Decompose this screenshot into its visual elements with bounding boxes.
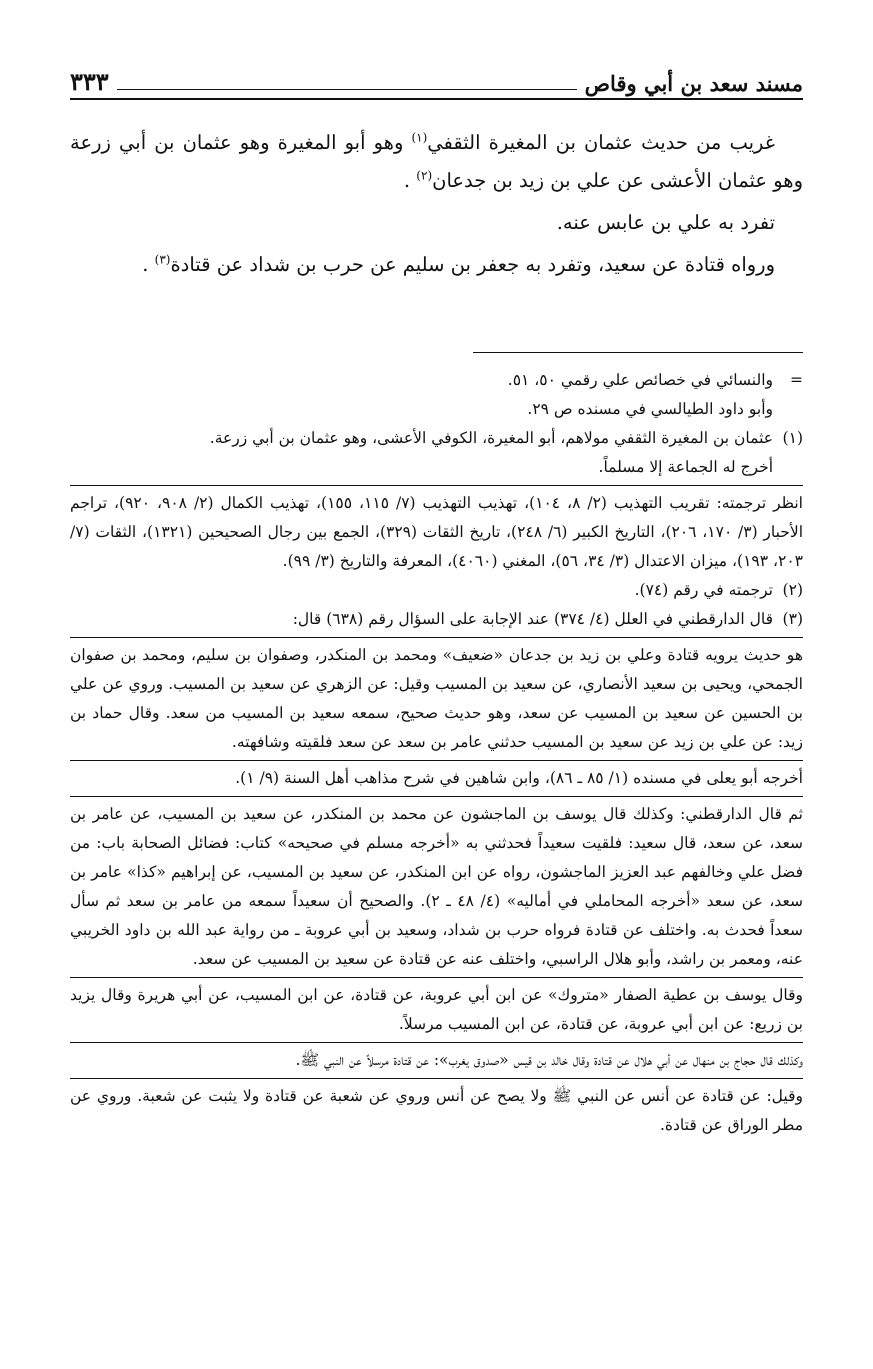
header-leader-line: [117, 88, 577, 90]
footnote-references: انظر ترجمته: تقريب التهذيب (٢/ ٨، ١٠٤)، تهذيب التهذيب (٧/ ١١٥، ١٥٥)، تهذيب الكمال (٢/ ٩٠٨، ٩٢٠)، تراجم الأحبار (٣/ ١٧٠، ٢٠٦)، التاريخ الكبير (٦/ ٢٤٨)، تاريخ الثقات (٣٢٩)، الجمع بين رجال الصحيحين (١٣٢١)، الثقات (٧/ ٢٠٣، ١٩٣)، ميزان الاعتدال (٣/ ٣٤، ٥٦)، المغني (٤٠٦٠)، المعرفة والتاريخ (٣/ ٩٩).: [70, 494, 804, 570]
footnote-marker: (٢): [782, 581, 803, 599]
footnote-quote: هو حديث يرويه قتادة وعلي بن زيد بن جدعان «ضعيف» ومحمد بن المنكدر، وصفوان بن سليم، ومحمد بن صفوان الجمحي، ويحيى بن سعيد الأنصاري، عن سعيد بن المسيب وقيل: عن الزهري عن سعيد بن المسيب. وروي عن علي بن الحسين عن سعيد بن المسيب عن سعد، وهو حديث صحيح، سمعه سعيد بن المسيب من سعد. وقال حماد بن زيد: عن علي بن زيد عن سعيد بن المسيب حدثني عامر بن سعد عن سعد فلقيته وشافهته.: [70, 646, 803, 751]
footnote-inner-rule: [70, 760, 803, 761]
footnote-inner-rule: [70, 485, 803, 486]
page-number: ٣٣٣: [70, 67, 109, 96]
footnote-ref[interactable]: (٣): [154, 252, 171, 267]
footnote-2: [70, 576, 803, 605]
main-paragraph: ورواه قتادة عن سعيد، وتفرد به جعفر بن سليم عن حرب بن شداد عن قتادة$^{(٣)}$ .: [142, 252, 775, 276]
main-text: [70, 124, 803, 288]
header-rule: [70, 98, 803, 100]
footnote-inner-rule: [70, 637, 803, 638]
running-header: [70, 62, 803, 96]
footnote-inner-rule: [70, 977, 803, 978]
footnote-inner-rule: [70, 1042, 803, 1043]
footnote-takhrij: أخرجه أبو يعلى في مسنده (١/ ٨٥ ـ ٨٦)، وابن شاهين في شرح مذاهب أهل السنة (٩/ ١).: [235, 769, 803, 787]
footnote-paragraph: وقال يوسف بن عطية الصفار «متروك» عن ابن أبي عروبة، عن قتادة، عن ابن المسيب، عن أبي هريرة وقال يزيد بن زريع: عن ابن أبي عروبة، عن قتادة، عن ابن المسيب مرسلاً.: [70, 986, 803, 1033]
footnote-3: [70, 605, 803, 634]
footnote-separator: [473, 352, 803, 353]
running-title: مسند سعد بن أبي وقاص: [584, 71, 803, 96]
footnote-1: [70, 424, 803, 482]
footnote-inner-rule: [70, 796, 803, 797]
main-paragraph: تفرد به علي بن عابس عنه.: [556, 211, 775, 234]
footnote-paragraph: وقيل: عن قتادة عن أنس عن النبي ﷺ ولا يصح عن أنس وروي عن شعبة عن قتادة ولا يثبت عن شعبة. وروي عن مطر الوراق عن قتادة.: [70, 1087, 803, 1134]
footnote-inner-rule: [70, 1078, 803, 1079]
footnote-ref[interactable]: (١): [411, 130, 428, 145]
footnote-line: والنسائي في خصائص علي رقمي ٥٠، ٥١.: [507, 371, 773, 389]
footnote-line: أخرج له الجماعة إلا مسلماً.: [598, 458, 773, 476]
footnote-continuation: [70, 366, 803, 424]
footnote-line: وأبو داود الطيالسي في مسنده ص ٢٩.: [527, 400, 773, 418]
footnote-line: قال الدارقطني في العلل (٤/ ٣٧٤) عند الإجابة على السؤال رقم (٦٣٨) قال:: [292, 610, 773, 628]
footnote-line: ترجمته في رقم (٧٤).: [634, 581, 773, 599]
footnote-paragraph: وكذلك قال حجاج بن منهال عن أبي هلال عن قتادة وقال خالد بن قيس «صدوق يغرب»: عن قتادة مرسلاً عن النبي ﷺ.: [295, 1051, 803, 1069]
footnote-marker: =: [790, 371, 803, 389]
main-paragraph: غريب من حديث عثمان بن المغيرة الثقفي$^{(١)}$ وهو أبو المغيرة وهو عثمان بن أبي زرعة وهو عثمان الأعشى عن علي بن زيد بن جدعان$^{(٢)}$ .: [70, 130, 803, 192]
footnote-ref[interactable]: (٢): [416, 168, 433, 183]
footnotes: [70, 366, 803, 1140]
footnote-line: عثمان بن المغيرة الثقفي مولاهم، أبو المغيرة، الكوفي الأعشى، وهو عثمان بن أبي زرعة.: [209, 429, 773, 447]
footnote-paragraph: ثم قال الدارقطني: وكذلك قال يوسف بن الماجشون عن محمد بن المنكدر، عن سعيد بن المسيب، عن عامر بن سعد، عن سعد، قال سعيد: فلقيت سعيداً فحدثني به «أخرجه مسلم في صحيحه» كتاب: فضائل الصحابة باب: من فضل علي وخالفهم عبد العزيز الماجشون، رواه عن ابن المنكدر، عن سعيد بن المسيب، عن إبراهيم «كذا» عامر بن سعد، عن سعد «أخرجه المحاملي في أماليه» (٤/ ٤٨ ـ ٢). والصحيح أن سعيداً سمعه من عامر بن سعد ثم سأل سعداً فحدث به. واختلف عن قتادة فرواه حرب بن شداد، وسعيد بن أبي عروبة ـ من رواية عبد الله بن داود الخريبي عنه، ومعمر بن راشد، وأبو هلال الراسبي، واختلف عنه عن قتادة عن سعيد بن المسيب عن سعد.: [70, 805, 803, 968]
footnote-marker: (٣): [782, 610, 803, 628]
footnote-marker: (١): [782, 429, 803, 447]
